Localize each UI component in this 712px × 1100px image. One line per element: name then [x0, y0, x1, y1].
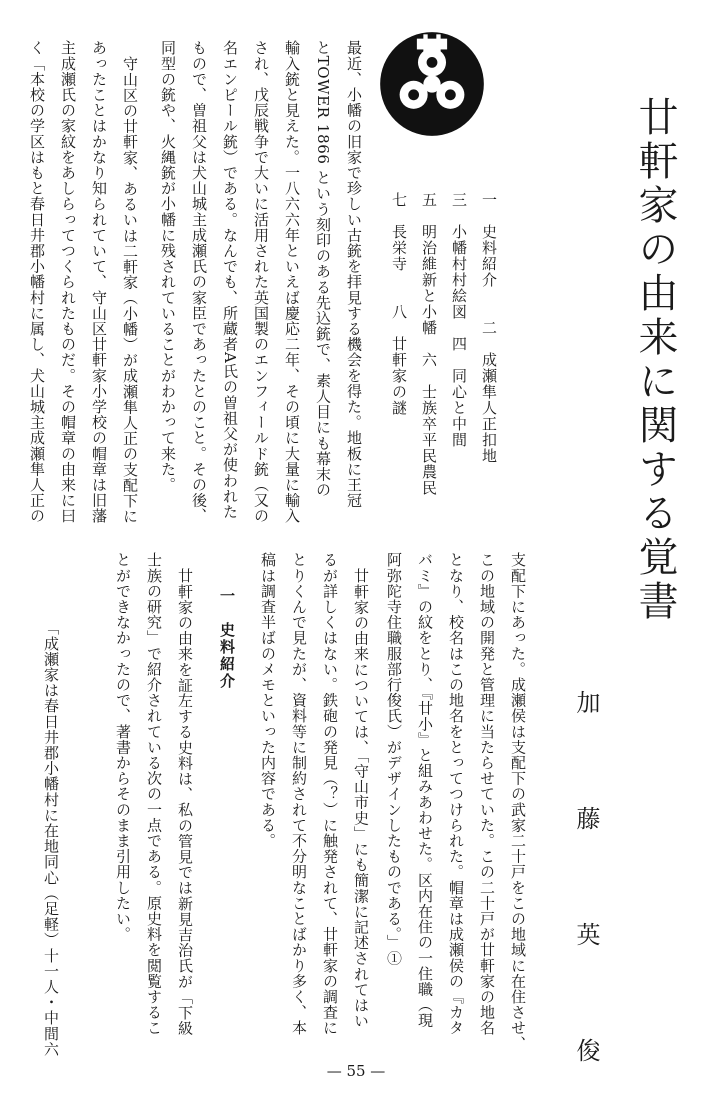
body-column: く「本校の学区はもと春日井郡小幡村に属し、犬山城主成瀬隼人正の [28, 40, 46, 524]
body-column: 名エンピール銃）である。なんでも、所蔵者A氏の曽祖父が使われた [221, 40, 239, 520]
body-column: 支配下にあった。成瀬侯は支配下の武家二十戸をこの地域に在住させ、 [509, 552, 527, 1052]
section-heading: 一 史料紹介 [218, 588, 236, 690]
body-column: となり、校名はこの地名をとってつけられた。帽章は成瀬侯の『カタ [447, 552, 465, 1036]
body-column: バミ』の紋をとり、『廿小』と組みあわせた。区内在住の一住職（現 [416, 552, 434, 1029]
toc-line: 五 明治維新と小幡 六 士族卒平民農民 [420, 192, 438, 496]
body-column: 守山区の廿軒家、あるいは二軒家（小幡）が成瀬隼人正の支配下に [121, 56, 139, 524]
body-column: とTOWER 1866 という刻印のある先込銃で、素人目にも幕末の [314, 40, 332, 498]
toc-line: 一 史料紹介 二 成瀬隼人正扣地 [480, 192, 498, 464]
body-column: 最近、小幡の旧家で珍しい古銃を拝見する機会を得た。地板に王冠 [345, 40, 363, 508]
article-title: 廿軒家の由来に関する覚書 [632, 96, 678, 624]
toc-line: 三 小幡村村絵図 四 同心と中間 [450, 192, 468, 448]
body-column: 主成瀬氏の家紋をあしらってつくられたものだ。その帽章の由来に曰 [59, 40, 77, 524]
body-column: この地域の開発と管理に当たらせていた。この二十戸が廿軒家の地名 [478, 552, 496, 1036]
body-column: 士族の研究」で紹介されている次の一点である。原史料を閲覧するこ [145, 552, 163, 1036]
katabami-emblem [378, 30, 486, 138]
table-of-contents [388, 192, 500, 496]
body-column: され、戊辰戦争で大いに活用された英国製のエンフィールド銃（又の [252, 40, 270, 524]
body-column: 輸入銃と見えた。一八六六年といえば慶応二年、その頃に大量に輸入 [283, 40, 301, 524]
body-column: るが詳しくはない。鉄砲の発見（？）に触発されて、廿軒家の調査に [321, 552, 339, 1036]
body-column: 阿弥陀寺住職服部行俊氏）がデザインしたものである。」① [385, 552, 403, 966]
quotation-column: 「成瀬家は春日井郡小幡村に在地同心（足軽）十一人・中間六 [42, 620, 60, 1057]
body-column: もので、曽祖父は犬山城主成瀬氏の家臣であったとのこと。その後、 [190, 40, 208, 524]
page-number: — 55 — [326, 1062, 386, 1080]
body-column: 廿軒家の由来を証左する史料は、私の管見では新見吉治氏が「下級 [176, 568, 194, 1036]
body-column: 同型の銃や、火縄銃が小幡に残されていることがわかって来た。 [159, 40, 177, 493]
body-column: 稿は調査半ばのメモといった内容である。 [259, 552, 277, 849]
toc-line: 七 長栄寺 八 廿軒家の謎 [390, 192, 408, 416]
body-column: 廿軒家の由来については、「守山市史」にも簡潔に記述されてはい [352, 568, 370, 1029]
body-column: あったことはかなり知られていて、守山区廿軒家小学校の帽章は旧藩 [90, 40, 108, 524]
author-name: 加 藤 英 俊 [572, 690, 600, 1094]
body-column: とりくんで見たが、資料等に制約されて不分明なことばかり多く、本 [290, 552, 308, 1036]
body-column: とができなかったので、著書からそのまま引用したい。 [114, 552, 132, 942]
